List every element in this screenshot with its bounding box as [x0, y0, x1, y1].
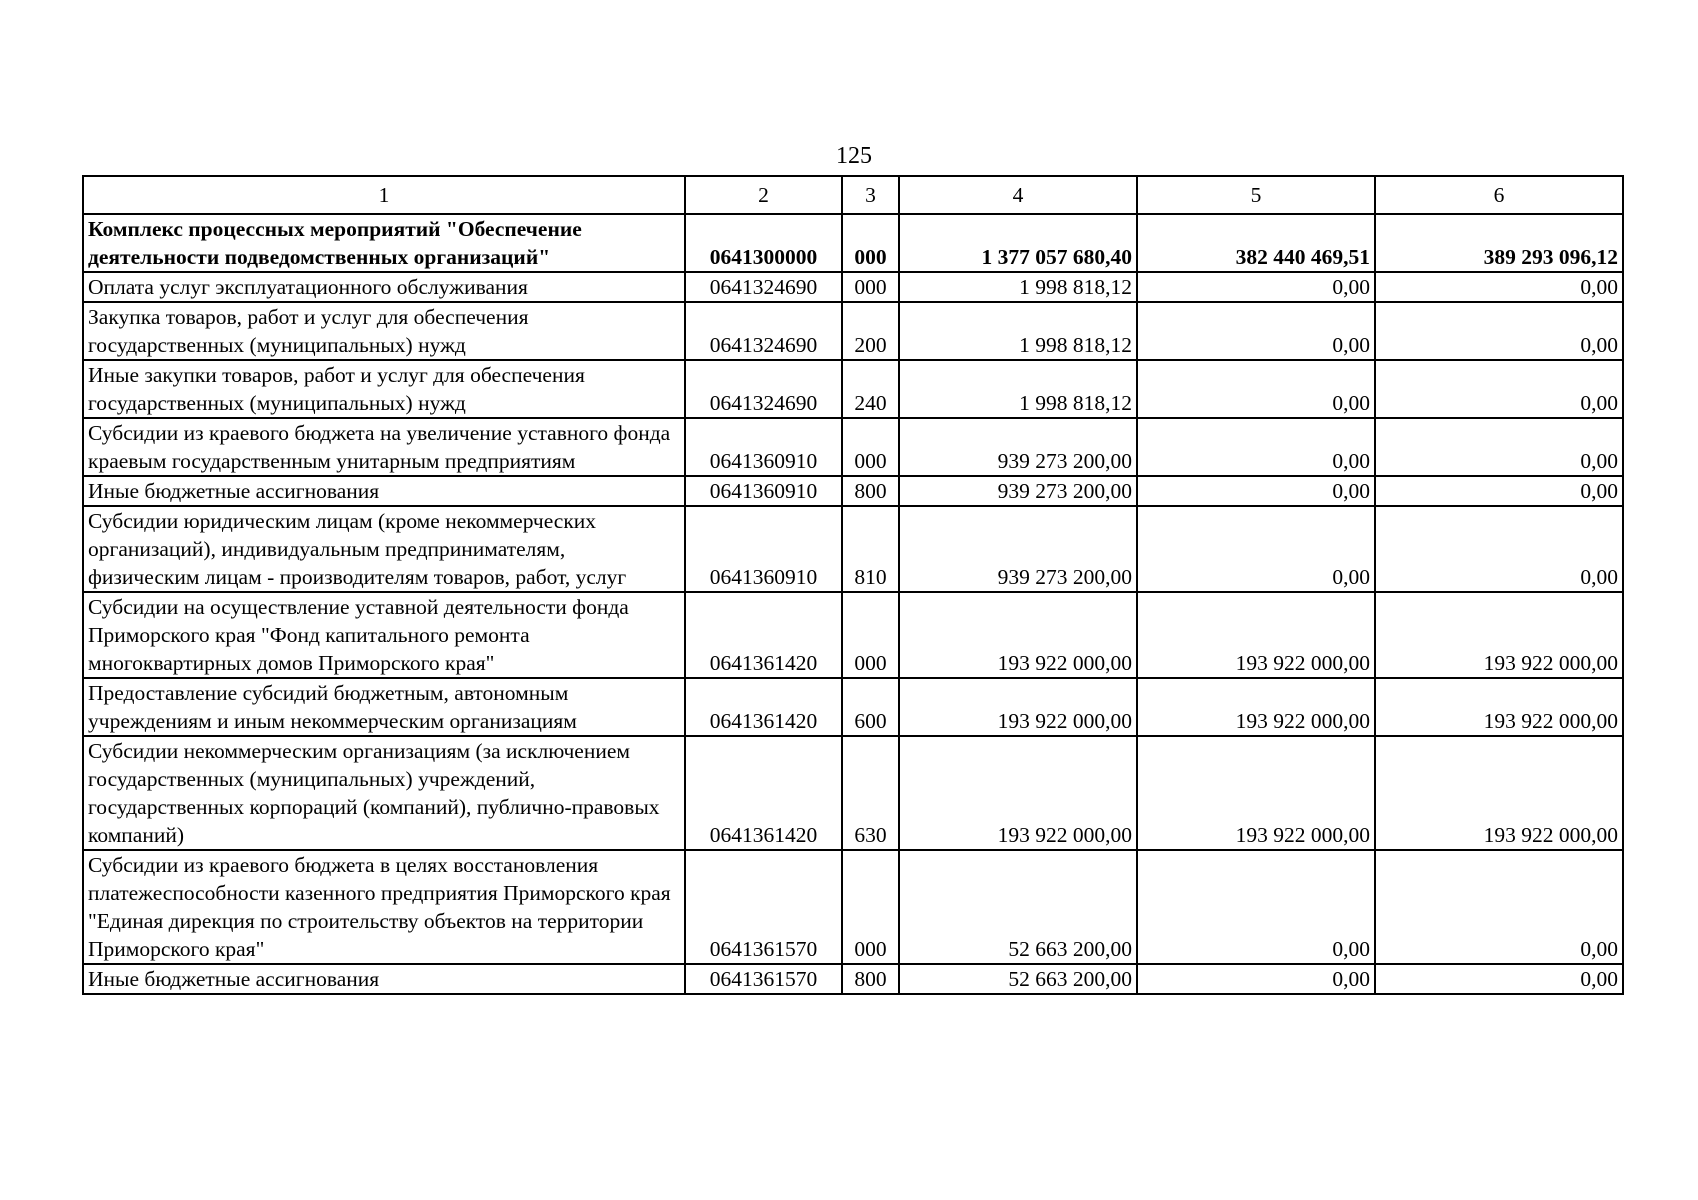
- row-value-5: 382 440 469,51: [1137, 214, 1375, 272]
- row-expense-type: 800: [842, 964, 899, 994]
- row-value-4: 1 998 818,12: [899, 302, 1137, 360]
- table-row: [83, 360, 1623, 418]
- table-row: [83, 506, 1623, 592]
- row-name: Субсидии на осуществление уставной деятельности фонда Приморского края "Фонд капитального ремонта многоквартирных домов Приморского края": [83, 592, 685, 678]
- page-number: [0, 142, 1698, 170]
- table-row: [83, 850, 1623, 964]
- row-code: 0641360910: [685, 476, 842, 506]
- row-value-5: 0,00: [1137, 360, 1375, 418]
- row-expense-type: 000: [842, 850, 899, 964]
- row-value-6: 193 922 000,00: [1375, 592, 1623, 678]
- row-name: Иные закупки товаров, работ и услуг для обеспечения государственных (муниципальных) нужд: [83, 360, 685, 418]
- table-row: [83, 302, 1623, 360]
- row-value-5: 0,00: [1137, 272, 1375, 302]
- table-row: [83, 736, 1623, 850]
- row-value-5: 0,00: [1137, 476, 1375, 506]
- row-value-6: 0,00: [1375, 506, 1623, 592]
- row-name: Комплекс процессных мероприятий "Обеспечение деятельности подведомственных организаций": [83, 214, 685, 272]
- row-value-4: 193 922 000,00: [899, 678, 1137, 736]
- row-value-5: 0,00: [1137, 964, 1375, 994]
- row-value-6: 0,00: [1375, 360, 1623, 418]
- row-code: 0641324690: [685, 272, 842, 302]
- row-expense-type: 240: [842, 360, 899, 418]
- table-row: [83, 592, 1623, 678]
- column-header-2: 2: [685, 176, 842, 214]
- row-code: 0641361420: [685, 592, 842, 678]
- table-row: [83, 964, 1623, 994]
- row-code: 0641360910: [685, 506, 842, 592]
- table-row: [83, 476, 1623, 506]
- row-value-6: 0,00: [1375, 418, 1623, 476]
- row-code: 0641361420: [685, 678, 842, 736]
- column-number-row: [83, 176, 1623, 214]
- row-value-4: 52 663 200,00: [899, 964, 1137, 994]
- column-header-6: 6: [1375, 176, 1623, 214]
- row-value-4: 52 663 200,00: [899, 850, 1137, 964]
- row-name: Закупка товаров, работ и услуг для обеспечения государственных (муниципальных) нужд: [83, 302, 685, 360]
- row-value-4: 193 922 000,00: [899, 592, 1137, 678]
- row-expense-type: 000: [842, 418, 899, 476]
- row-value-5: 0,00: [1137, 850, 1375, 964]
- row-value-5: 0,00: [1137, 506, 1375, 592]
- row-code: 0641360910: [685, 418, 842, 476]
- row-value-4: 939 273 200,00: [899, 476, 1137, 506]
- row-expense-type: 200: [842, 302, 899, 360]
- row-expense-type: 800: [842, 476, 899, 506]
- row-code: 0641361570: [685, 964, 842, 994]
- row-name: Иные бюджетные ассигнования: [83, 964, 685, 994]
- row-name: Предоставление субсидий бюджетным, автономным учреждениям и иным некоммерческим организациям: [83, 678, 685, 736]
- column-header-1: 1: [83, 176, 685, 214]
- row-value-5: 0,00: [1137, 418, 1375, 476]
- row-value-6: 0,00: [1375, 476, 1623, 506]
- row-value-6: 0,00: [1375, 302, 1623, 360]
- row-name: Субсидии юридическим лицам (кроме некоммерческих организаций), индивидуальным предпринимателям, физическим лицам - производителям товаров, работ, услуг: [83, 506, 685, 592]
- table-row: [83, 214, 1623, 272]
- table-row: [83, 418, 1623, 476]
- row-expense-type: 630: [842, 736, 899, 850]
- row-value-4: 193 922 000,00: [899, 736, 1137, 850]
- row-value-5: 193 922 000,00: [1137, 678, 1375, 736]
- row-value-6: 0,00: [1375, 850, 1623, 964]
- row-expense-type: 000: [842, 592, 899, 678]
- row-value-6: 0,00: [1375, 964, 1623, 994]
- row-value-4: 1 998 818,12: [899, 272, 1137, 302]
- row-value-6: 0,00: [1375, 272, 1623, 302]
- row-name: Субсидии некоммерческим организациям (за исключением государственных (муниципальных) учреждений, государственных корпораций (компаний), публично-правовых компаний): [83, 736, 685, 850]
- column-header-4: 4: [899, 176, 1137, 214]
- row-value-5: 193 922 000,00: [1137, 592, 1375, 678]
- row-code: 0641324690: [685, 302, 842, 360]
- row-value-4: 939 273 200,00: [899, 506, 1137, 592]
- row-name: Субсидии из краевого бюджета в целях восстановления платежеспособности казенного предприятия Приморского края "Единая дирекция по строительству объектов на территории Приморского края": [83, 850, 685, 964]
- row-value-4: 1 377 057 680,40: [899, 214, 1137, 272]
- row-value-6: 389 293 096,12: [1375, 214, 1623, 272]
- row-expense-type: 000: [842, 272, 899, 302]
- row-name: Иные бюджетные ассигнования: [83, 476, 685, 506]
- row-expense-type: 600: [842, 678, 899, 736]
- row-name: Оплата услуг эксплуатационного обслуживания: [83, 272, 685, 302]
- row-value-4: 939 273 200,00: [899, 418, 1137, 476]
- row-name: Субсидии из краевого бюджета на увеличение уставного фонда краевым государственным унитарным предприятиям: [83, 418, 685, 476]
- row-code: 0641361570: [685, 850, 842, 964]
- row-value-5: 0,00: [1137, 302, 1375, 360]
- row-code: 0641324690: [685, 360, 842, 418]
- row-value-5: 193 922 000,00: [1137, 736, 1375, 850]
- row-code: 0641300000: [685, 214, 842, 272]
- column-header-5: 5: [1137, 176, 1375, 214]
- page-number-text: 125: [836, 143, 872, 169]
- row-value-4: 1 998 818,12: [899, 360, 1137, 418]
- row-code: 0641361420: [685, 736, 842, 850]
- table-row: [83, 272, 1623, 302]
- budget-table: [82, 175, 1624, 995]
- row-expense-type: 810: [842, 506, 899, 592]
- table-row: [83, 678, 1623, 736]
- row-value-6: 193 922 000,00: [1375, 736, 1623, 850]
- row-value-6: 193 922 000,00: [1375, 678, 1623, 736]
- row-expense-type: 000: [842, 214, 899, 272]
- column-header-3: 3: [842, 176, 899, 214]
